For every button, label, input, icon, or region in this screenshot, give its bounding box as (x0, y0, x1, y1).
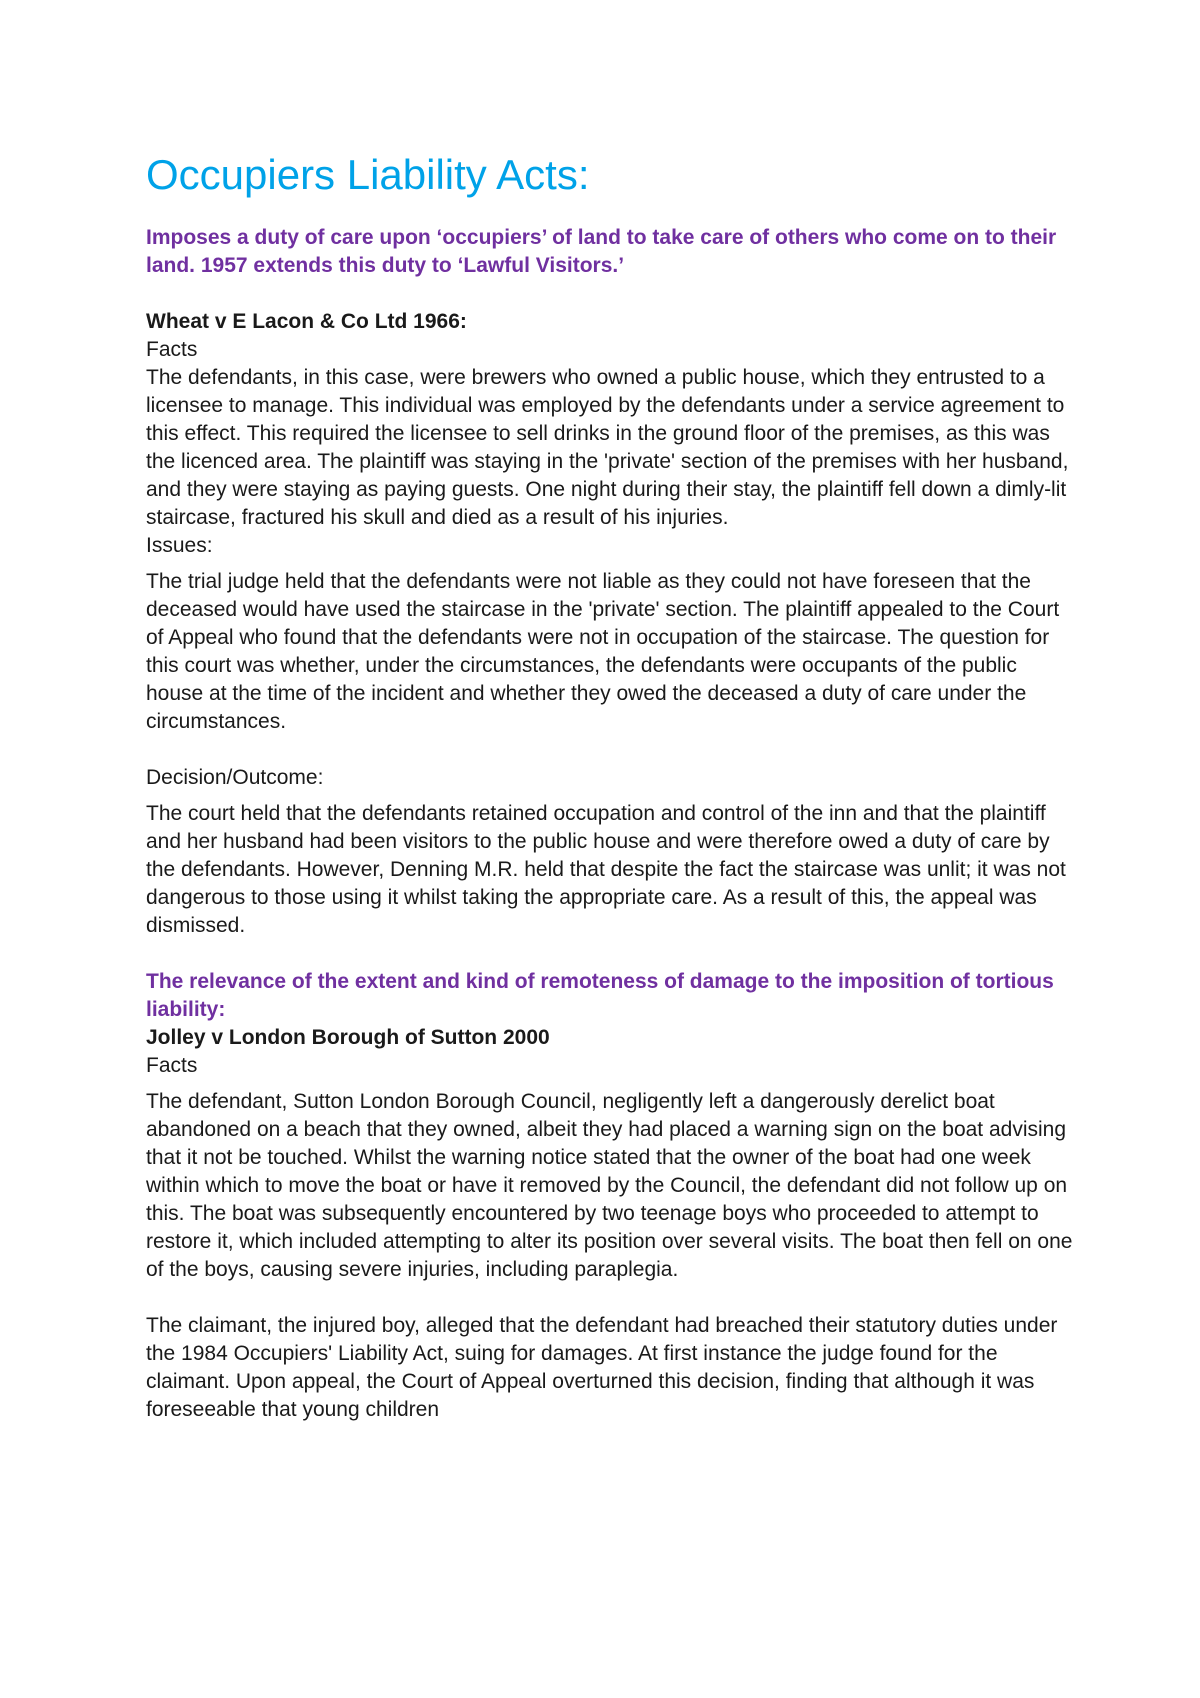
case2-facts: The defendant, Sutton London Borough Council, negligently left a dangerously derelict boat abandoned on a beach that they owned, albeit they had placed a warning sign on the boat advising that it not be touched. Whilst the warning notice stated that the owner of the boat had one week within which to move the boat or have it removed by the Council, the defendant did not follow up on this. The boat was subsequently encountered by two teenage boys who proceeded to attempt to restore it, which included attempting to alter its position over several visits. The boat then fell on one of the boys, causing severe injuries, including paraplegia. (146, 1090, 1073, 1282)
document-title: Occupiers Liability Acts: (146, 151, 590, 198)
section2-heading: The relevance of the extent and kind of remoteness of damage to the imposition of tortious liability: (146, 970, 1054, 1022)
case1-issues-label: Issues: (146, 534, 213, 558)
case1-title: Wheat v E Lacon & Co Ltd 1966: (146, 310, 467, 334)
document-page (146, 150, 1076, 1424)
case2-title: Jolley v London Borough of Sutton 2000 (146, 1026, 550, 1050)
case1-issues: The trial judge held that the defendants were not liable as they could not have foreseen that the deceased would have used the staircase in the 'private' section. The plaintiff appealed to the Court of Appeal who found that the defendants were not in occupation of the staircase. The question for this court was whether, under the circumstances, the defendants were occupants of the public house at the time of the incident and whether they owed the deceased a duty of care under the circumstances. (146, 570, 1060, 734)
case1-facts: The defendants, in this case, were brewers who owned a public house, which they entrusted to a licensee to manage. This individual was employed by the defendants under a service agreement to this effect. This required the licensee to sell drinks in the ground floor of the premises, as this was the licenced area. The plaintiff was staying in the 'private' section of the premises with her husband, and they were staying as paying guests. One night during their stay, the plaintiff fell down a dimly-lit staircase, fractured his skull and died as a result of his injuries. (146, 366, 1069, 530)
intro-paragraph: Imposes a duty of care upon ‘occupiers’ of land to take care of others who come on to their land. 1957 extends this duty to ‘Lawful Visitors.’ (146, 226, 1057, 278)
case2-claimant: The claimant, the injured boy, alleged that the defendant had breached their statutory duties under the 1984 Occupiers' Liability Act, suing for damages. At first instance the judge found for the claimant. Upon appeal, the Court of Appeal overturned this decision, finding that although it was foreseeable that young children (146, 1314, 1058, 1422)
case1-decision: The court held that the defendants retained occupation and control of the inn and that the plaintiff and her husband had been visitors to the public house and were therefore owed a duty of care by the defendants. However, Denning M.R. held that despite the fact the staircase was unlit; it was not dangerous to those using it whilst taking the appropriate care. As a result of this, the appeal was dismissed. (146, 802, 1066, 938)
case2-facts-label: Facts (146, 1054, 198, 1078)
case1-decision-label: Decision/Outcome: (146, 766, 324, 790)
case1-facts-label: Facts (146, 338, 198, 362)
